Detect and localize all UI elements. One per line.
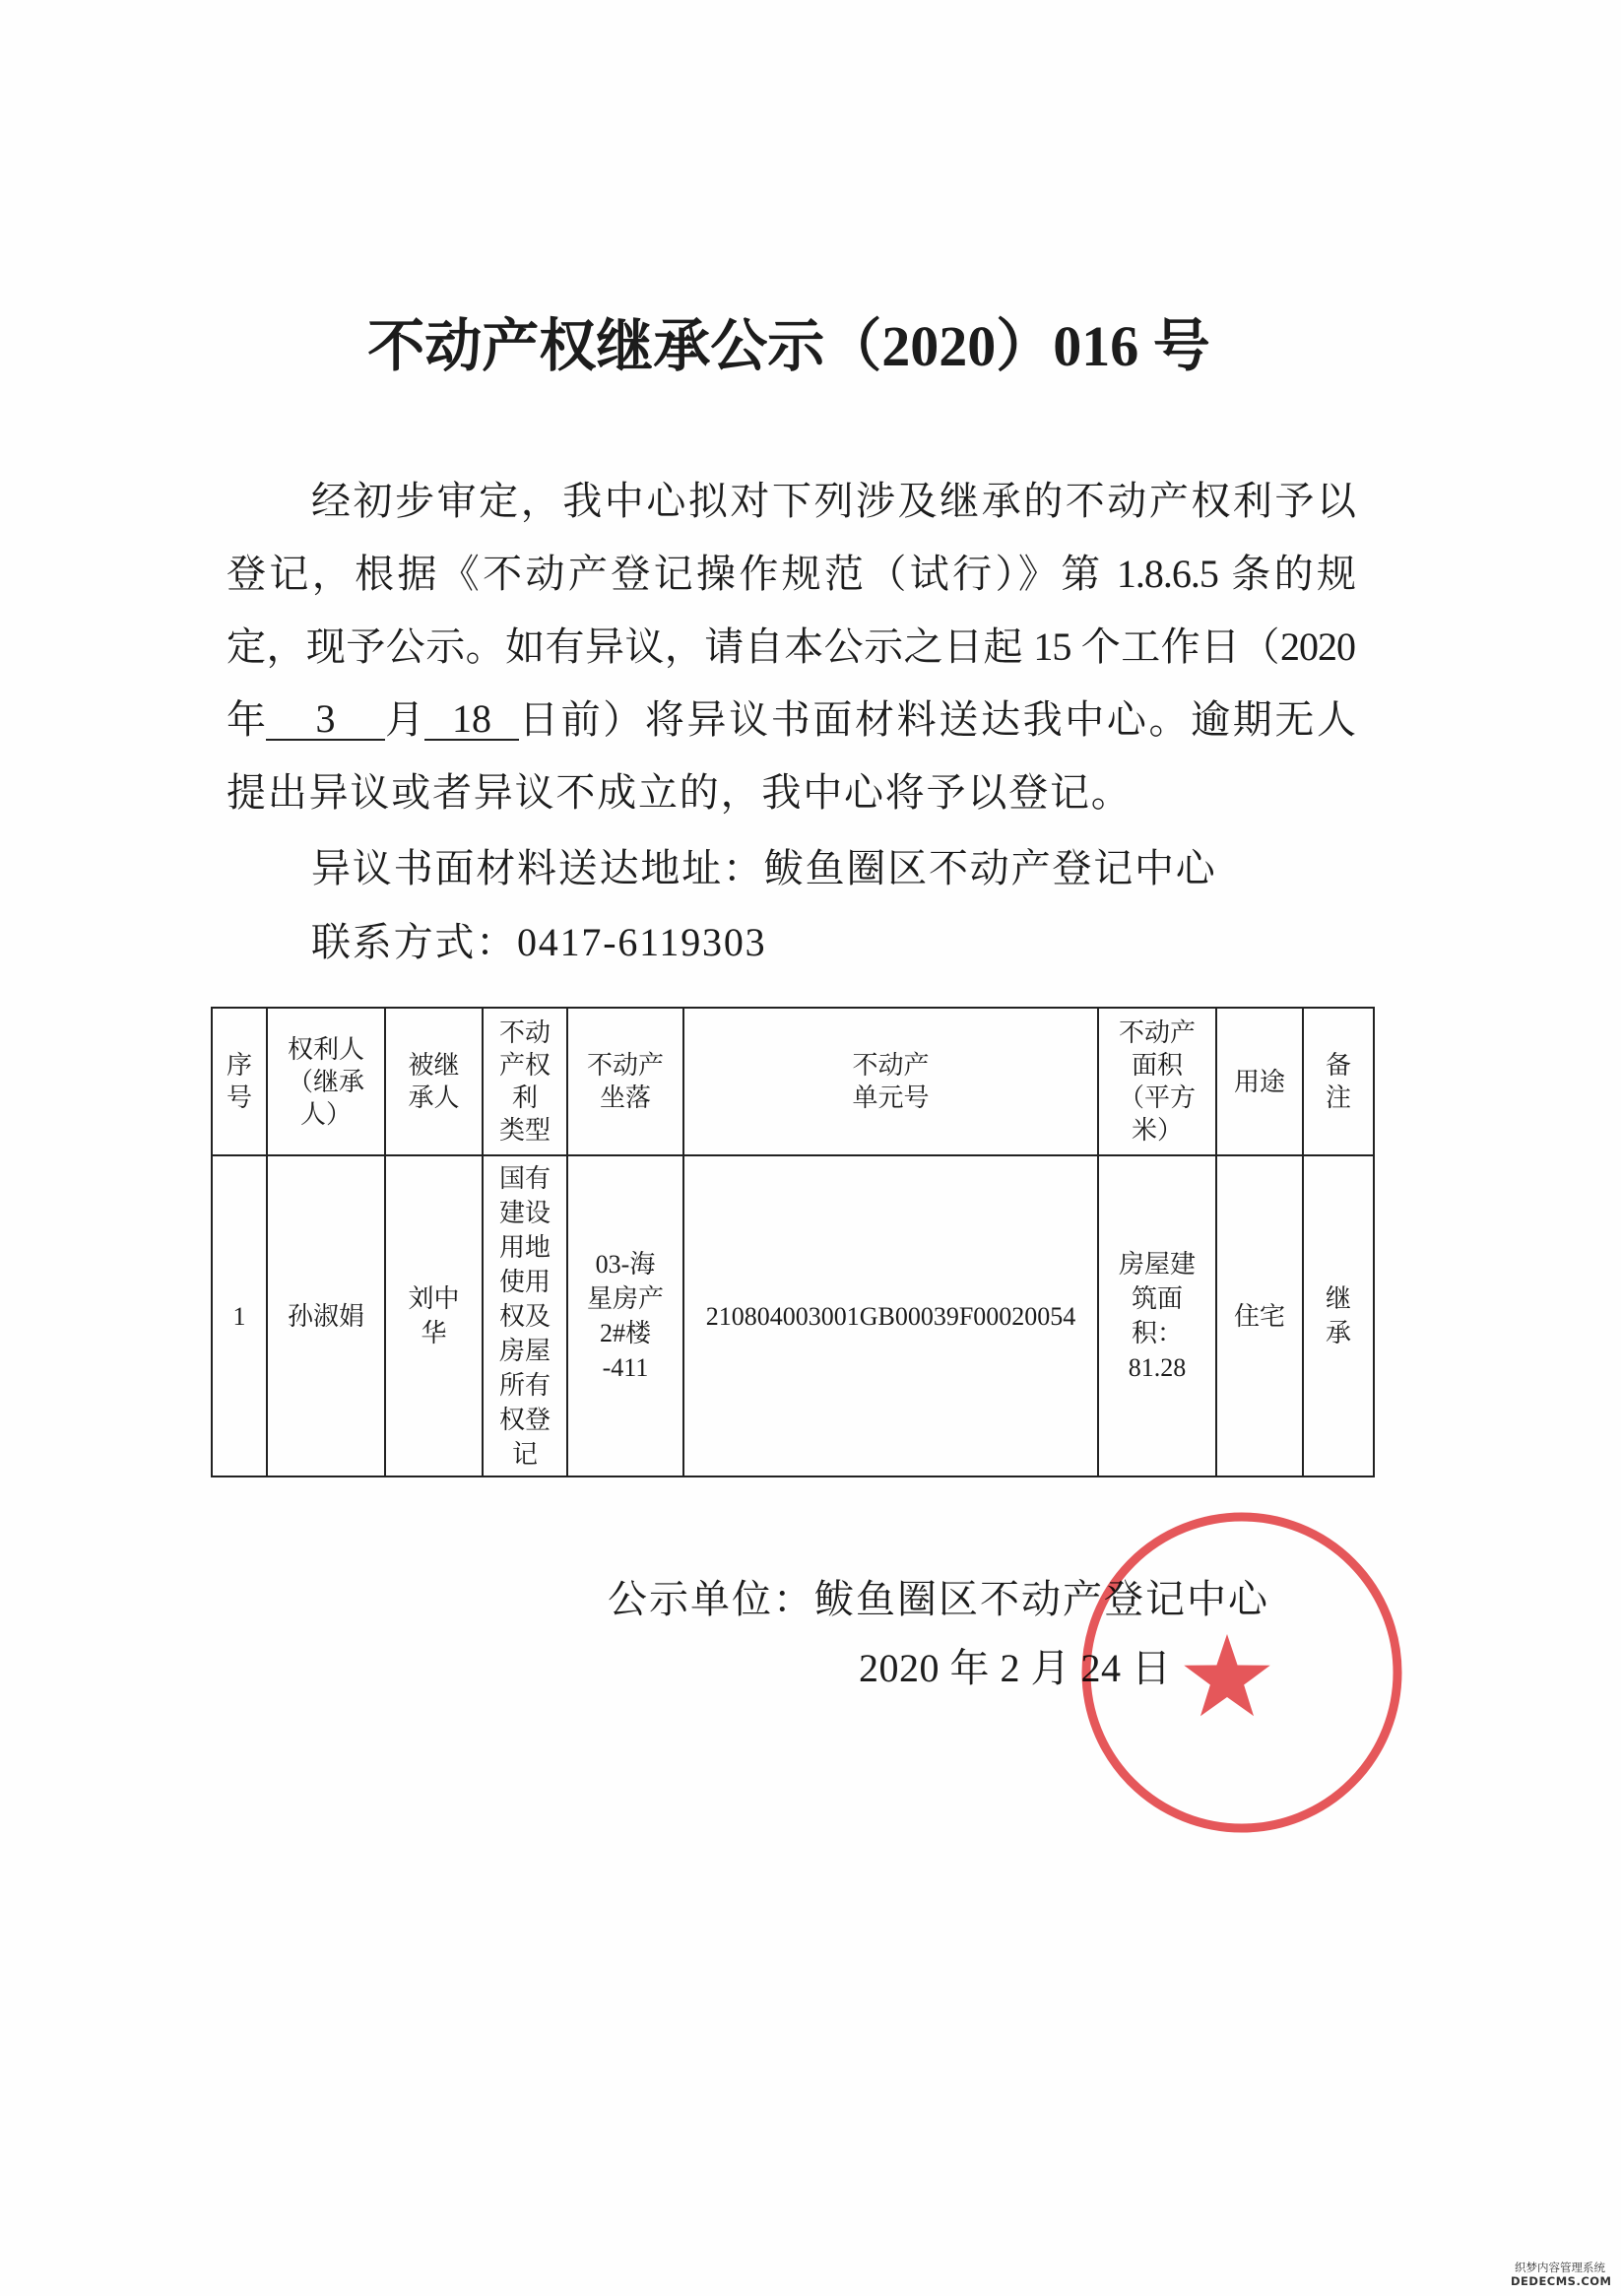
header-location: 不动产 坐落 — [567, 1008, 683, 1155]
body-line-2: 登记，根据《不动产登记操作规范（试行）》第 1.8.6.5 条的规 — [227, 552, 1355, 596]
deadline-month-blank: 3 — [266, 699, 385, 741]
notice-title: 不动产权继承公示（2020）016 号 — [367, 314, 1210, 378]
cell-right-type: 国有 建设 用地 使用 权及 房屋 所有 权登 记 — [483, 1155, 567, 1476]
table-row — [212, 1155, 1374, 1476]
inheritance-table — [211, 1007, 1375, 1477]
dedecms-watermark — [1511, 2261, 1612, 2288]
table-header-row — [212, 1008, 1374, 1155]
official-seal — [1074, 1505, 1409, 1840]
cell-decedent: 刘中 华 — [385, 1155, 483, 1476]
cell-remark: 继 承 — [1303, 1155, 1374, 1476]
contact-phone: 联系方式：0417-6119303 — [311, 920, 767, 964]
watermark-cn: 织梦内容管理系统 — [1515, 2261, 1605, 2274]
issuer-line: 公示单位：鲅鱼圈区不动产登记中心 — [608, 1577, 1269, 1621]
cell-location: 03-海 星房产 2#楼 -411 — [567, 1155, 683, 1476]
body-line-3: 定，现予公示。如有异议，请自本公示之日起 15 个工作日（2020 — [227, 624, 1355, 669]
cell-usage: 住宅 — [1216, 1155, 1303, 1476]
month-char: 月 — [385, 697, 424, 742]
header-area: 不动产 面积 （平方 米） — [1098, 1008, 1216, 1155]
cell-seq: 1 — [212, 1155, 267, 1476]
body-line-4 — [227, 684, 1355, 756]
header-usage: 用途 — [1216, 1008, 1303, 1155]
objection-address: 异议书面材料送达地址：鲅鱼圈区不动产登记中心 — [311, 846, 1217, 890]
cell-unit-number: 210804003001GB00039F00020054 — [683, 1155, 1098, 1476]
body-line-1: 经初步审定，我中心拟对下列涉及继承的不动产权利予以 — [311, 479, 1355, 523]
header-seq: 序 号 — [212, 1008, 267, 1155]
header-remark: 备 注 — [1303, 1008, 1374, 1155]
header-decedent: 被继 承人 — [385, 1008, 483, 1155]
year-char: 年 — [227, 697, 266, 742]
header-right-holder: 权利人 （继承 人） — [267, 1008, 385, 1155]
deadline-day-blank: 18 — [424, 699, 519, 741]
cell-right-holder: 孙淑娟 — [267, 1155, 385, 1476]
issue-date: 2020 年 2 月 24 日 — [859, 1646, 1172, 1690]
seal-star-icon — [1184, 1634, 1270, 1716]
body-line-5: 提出异议或者异议不成立的，我中心将予以登记。 — [227, 770, 1133, 815]
body-line-4-rest: 日前）将异议书面材料送达我中心。逾期无人 — [519, 697, 1355, 742]
watermark-en: DEDECMS.COM — [1511, 2274, 1612, 2288]
header-unit-number: 不动产 单元号 — [683, 1008, 1098, 1155]
cell-area: 房屋建 筑面 积： 81.28 — [1098, 1155, 1216, 1476]
header-right-type: 不动 产权 利 类型 — [483, 1008, 567, 1155]
